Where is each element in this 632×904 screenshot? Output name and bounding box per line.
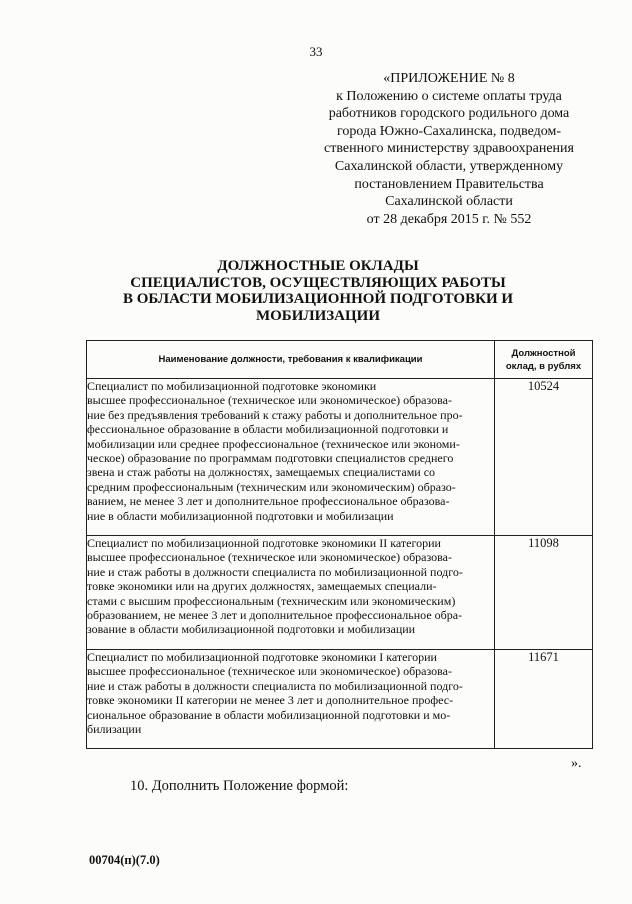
position-line: товке экономики II категории не менее 3 лет и дополнительное профес- [87,693,454,708]
position-line: образованием, не менее 3 лет и дополнительное профессиональное обра- [87,608,463,623]
position-line: Специалист по мобилизационной подготовке экономики II категории [87,536,441,550]
page-number: 33 [309,44,323,59]
header-salary-line: Должностной [511,347,576,359]
salary-value: 10524 [495,379,593,536]
footer-code: 00704(п)(7.0) [89,853,160,867]
position-line: ние в области мобилизационной подготовки и мобилизации [87,508,394,523]
appendix-line: к Положению о системе оплаты труда [336,88,562,104]
position-line: ние и стаж работы в должности специалиста по мобилизационной подго- [87,564,463,579]
position-line: средним профессиональным (техническим или экономическим) образо- [87,479,456,494]
appendix-line: города Южно-Сахалинска, подведом- [336,123,562,139]
salary-value: 11671 [495,650,593,749]
closing-quote-mark: ». [571,756,582,771]
title-line: СПЕЦИАЛИСТОВ, ОСУЩЕСТВЛЯЮЩИХ РАБОТЫ [130,274,506,291]
position-line: ние и стаж работы в должности специалиста по мобилизационной подго- [87,678,463,693]
position-line: ние без предъявления требований к стажу работы и дополнительное про- [87,407,463,422]
position-line: ванием, не менее 3 лет и дополнительное профессиональное образова- [87,494,450,509]
position-line: билизации [87,722,142,737]
appendix-line: постановлением Правительства [354,176,544,192]
position-line: высшее профессиональное (техническое или экономическое) образова- [87,393,453,408]
table-header-row [87,341,593,379]
header-salary-line: оклад, в рублях [505,360,582,372]
table-row [87,536,593,650]
position-cell [87,379,495,536]
appendix-line: Сахалинской области, утвержденному [334,158,564,174]
title-line: ДОЛЖНОСТНЫЕ ОКЛАДЫ [217,258,419,274]
title-line: В ОБЛАСТИ МОБИЛИЗАЦИОННОЙ ПОДГОТОВКИ И [122,291,514,307]
position-line: высшее профессиональное (техническое или экономическое) образова- [87,664,453,679]
position-line: сиональное образование в области мобилизационной подготовки и мо- [87,707,451,722]
appendix-line: «ПРИЛОЖЕНИЕ № 8 [383,71,515,86]
appendix-header [318,70,580,228]
position-line: звена и стаж работы на должностях, замещаемых специалистами со [87,465,436,480]
table-row [87,650,593,749]
header-salary [495,341,593,379]
position-line: Специалист по мобилизационной подготовке экономики I категории [87,650,437,664]
table-row [87,379,593,536]
position-cell [87,536,495,650]
document-title [60,258,576,324]
position-line: высшее профессиональное (техническое или экономическое) образова- [87,550,453,565]
salary-table [86,340,593,749]
appendix-line: ственного министерству здравоохранения [324,141,574,157]
appendix-line: работников городского родильного дома [328,106,570,122]
position-line: Специалист по мобилизационной подготовке экономики [87,379,377,393]
position-line: ческое) образование по программам подготовки специалистов среднего [87,451,454,466]
position-line: товке экономики или на других должностях, замещаемых специали- [87,579,437,594]
amendment-paragraph: 10. Дополнить Положение формой: [130,778,349,794]
header-position: Наименование должности, требования к квалификации [87,341,495,379]
position-cell [87,650,495,749]
appendix-line: от 28 декабря 2015 г. № 552 [366,211,532,227]
salary-value: 11098 [495,536,593,650]
position-line: стами с высшим профессиональным (техническим или экономическим) [87,593,456,608]
position-line: зование в области мобилизационной подготовки и мобилизации [87,622,416,637]
position-line: фессиональное образование в области мобилизационной подготовки и [87,422,449,437]
position-line: мобилизации или среднее профессиональное (техническое или экономи- [87,436,460,451]
appendix-line: Сахалинской области [385,194,513,210]
title-line: МОБИЛИЗАЦИИ [255,307,380,324]
